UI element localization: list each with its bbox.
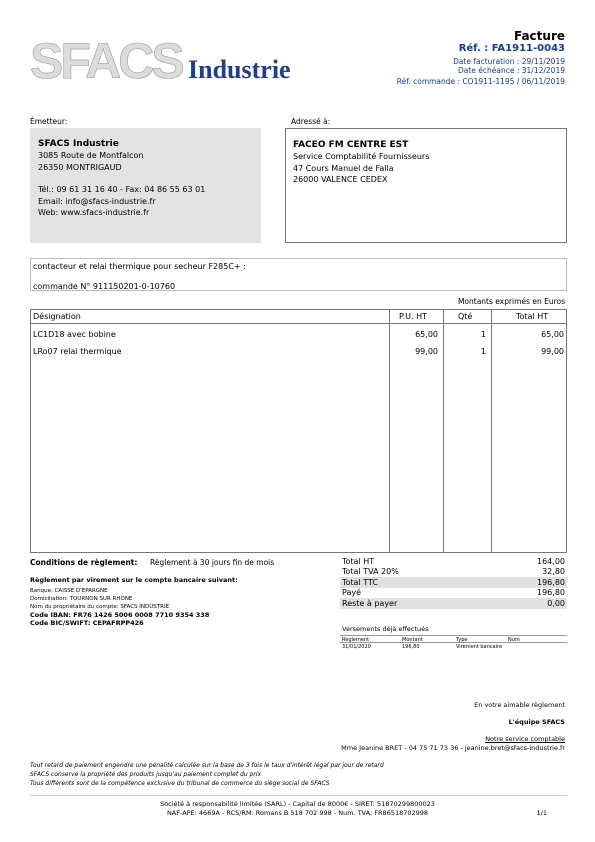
conditions-value: Règlement à 30 jours fin de mois	[150, 558, 275, 567]
versements-title: Versements déjà effectués	[342, 625, 429, 633]
bank-owner: Nom du propriétaire du compte: SFACS INDUSTRIE	[30, 604, 170, 610]
bank-domiciliation: Domiciliation: TOURNON SUR RHONE	[30, 596, 133, 602]
bank-name: Banque: CAISSE D'EPARGNE	[30, 588, 108, 594]
row-designation: LRo07 relai thermique	[33, 347, 122, 356]
row-total: 65,00	[541, 330, 564, 339]
th-designation: Désignation	[33, 312, 81, 321]
invoice-ref: Réf. : FA1911-0043	[458, 43, 565, 54]
subject-line2: commande N° 911150201-0-10760	[33, 282, 176, 291]
v-type: Virement bancaire	[456, 644, 503, 650]
footer-divider	[30, 795, 567, 796]
footer-line1: Société à responsabilité limitée (SARL) - Capital de 8000€ - SIRET: 51870299800023	[160, 800, 435, 808]
destinataire-line1: Service Comptabilité Fournisseurs	[293, 152, 430, 161]
legal-line3: Tous différents sont de la compétence exclusive du tribunal de commerce du siège social de SFACS	[30, 780, 330, 787]
row-total: 99,00	[541, 347, 564, 356]
th-qte: Qté	[458, 312, 473, 321]
emetteur-name: SFACS Industrie	[38, 139, 119, 149]
emetteur-address2: 26350 MONTRIGAUD	[38, 162, 122, 172]
emetteur-address1: 3085 Route de Montfalcon	[38, 151, 144, 160]
subject-line1: contacteur et relai thermique pour secheur F285C+ :	[33, 262, 246, 271]
reste-label: Reste à payer	[342, 598, 398, 608]
page-number: 1/1	[536, 809, 547, 817]
reste-value: 0,00	[547, 598, 565, 608]
total-ttc-value: 196,80	[537, 577, 565, 587]
destinataire-box	[285, 128, 567, 243]
invoice-date: Date facturation : 29/11/2019	[453, 57, 565, 66]
emetteur-label: Émetteur:	[30, 117, 68, 126]
row-pu: 65,00	[415, 330, 438, 339]
logo-mark: SFACS	[30, 34, 182, 86]
closing-contact: Mme Jeanine BRET - 04 75 71 73 36 - jeanine.bret@sfacs-industrie.fr	[341, 744, 565, 752]
v-reglement: 31/01/2020	[342, 644, 371, 650]
emetteur-box	[30, 128, 261, 243]
legal-line1: Tout retard de paiement engendre une pénalité calculée sur la base de 3 fois le taux d'intérêt légal par jour de retard	[30, 762, 384, 769]
total-ttc-label: Total TTC	[342, 577, 378, 587]
emetteur-phone: Tél.: 09 61 31 16 40 - Fax: 04 86 55 63 01	[38, 185, 206, 194]
total-ht-value: 164,00	[537, 556, 565, 566]
closing-service: Notre service comptable	[485, 735, 565, 743]
vh-type: Type	[456, 637, 468, 643]
row-designation: LC1D18 avec bobine	[33, 330, 116, 339]
totals-block	[340, 556, 567, 609]
due-date: Date échéance : 31/12/2019	[457, 66, 565, 75]
row-pu: 99,00	[415, 347, 438, 356]
virement-title: Règlement par virement sur le compte bancaire suivant:	[30, 576, 238, 584]
destinataire-name: FACEO FM CENTRE EST	[293, 140, 409, 150]
logo-sub: Industrie	[188, 55, 291, 84]
total-tva-label: Total TVA 20%	[342, 567, 399, 577]
versements-table	[340, 635, 567, 651]
total-ht-label: Total HT	[342, 556, 375, 566]
bank-bic: Code BIC/SWIFT: CEPAFRPP426	[30, 619, 144, 627]
closing-team: L'équipe SFACS	[508, 718, 565, 726]
subject-box	[30, 258, 567, 291]
total-ttc-row	[340, 577, 567, 588]
order-ref: Réf. commande : CO1911-1195 / 06/11/2019	[396, 77, 565, 86]
versement-row	[340, 643, 567, 651]
destinataire-line3: 26000 VALENCE CEDEX	[293, 175, 388, 184]
emetteur-web: Web: www.sfacs-industrie.fr	[38, 208, 150, 217]
vh-num: Num	[508, 637, 520, 643]
company-logo	[30, 34, 320, 86]
closing-greeting: En votre aimable règlement	[474, 701, 565, 709]
destinataire-line2: 47 Cours Manuel de Falla	[293, 163, 394, 173]
items-table	[30, 309, 567, 553]
doc-title: Facture	[513, 29, 565, 43]
emetteur-email: Email: info@sfacs-industrie.fr	[38, 196, 156, 206]
reste-row	[340, 598, 567, 609]
th-total: Total HT	[516, 312, 549, 321]
th-pu: P.U. HT	[399, 312, 427, 321]
total-tva-row	[340, 567, 567, 578]
total-tva-value: 32,80	[542, 567, 565, 577]
conditions-label: Conditions de règlement:	[30, 558, 138, 567]
currency-note: Montants exprimés en Euros	[457, 297, 565, 306]
destinataire-label: Adressé à:	[291, 117, 331, 126]
footer-line2: NAF-APE: 4669A - RCS/RM: Romans B 518 702 998 - Num. TVA: FR86518702998	[166, 809, 429, 817]
legal-line2: SFACS conserve la propriété des produits jusqu'au paiement complet du prix	[30, 771, 262, 778]
total-ht-row	[340, 556, 567, 567]
vh-reglement: Règlement	[342, 637, 370, 643]
row-qte: 1	[480, 347, 486, 356]
versements-header	[340, 635, 567, 643]
vh-montant: Montant	[402, 637, 423, 643]
bank-iban: Code IBAN: FR76 1426 5006 0008 7710 9354 338	[30, 611, 210, 619]
row-qte: 1	[480, 330, 486, 339]
paye-value: 196,80	[537, 588, 565, 598]
paye-label: Payé	[342, 588, 362, 598]
v-montant: 196,80	[402, 644, 420, 650]
paye-row	[340, 588, 567, 599]
